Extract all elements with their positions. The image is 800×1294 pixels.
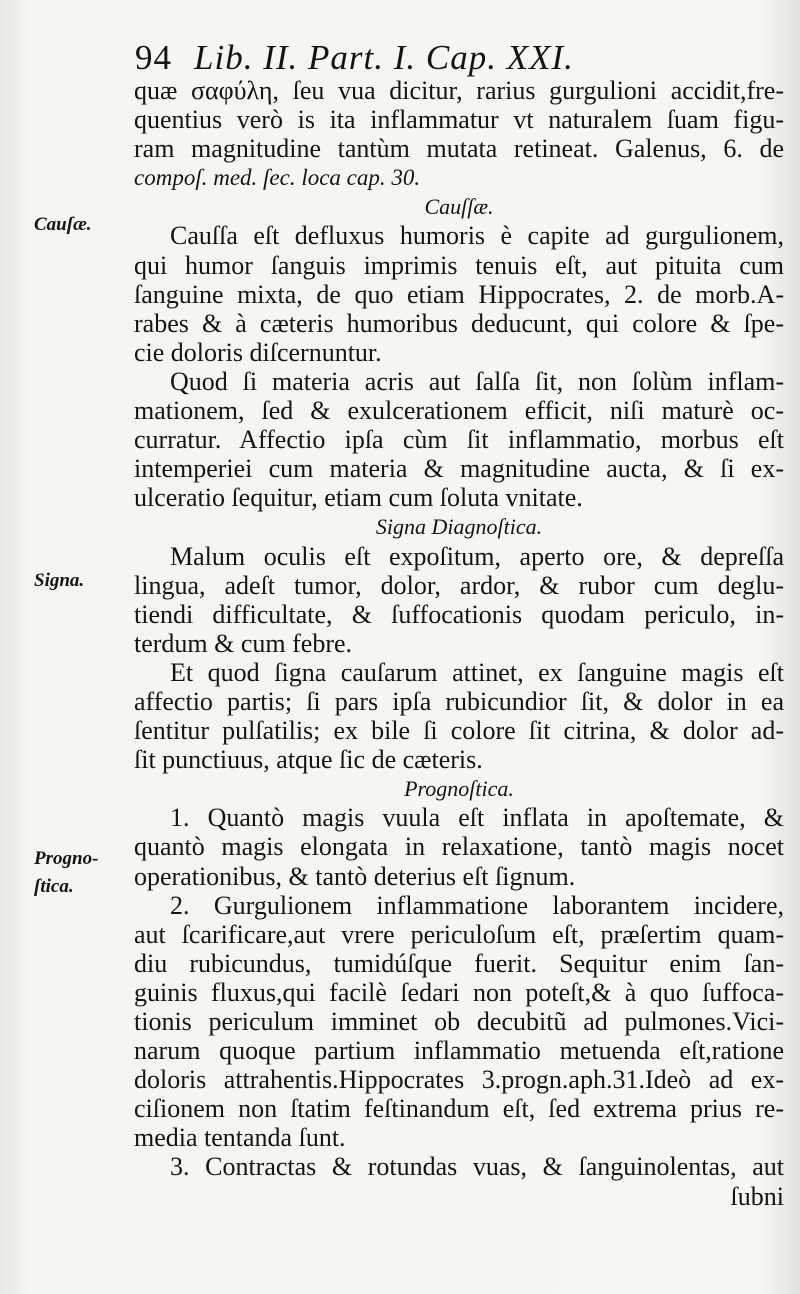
text-line: 2. Gurgulionem inflammatione laborantem incidere, <box>170 890 784 920</box>
text-line: mationem, ſed & exulcerationem efficit, niſi maturè oc- <box>134 396 784 426</box>
text-line: aut ſcarificare,aut vrere periculoſum eſt, præſertim quam- <box>134 919 784 949</box>
text-line: Cauſſa eſt defluxus humoris è capite ad gurgulionem, <box>170 221 784 251</box>
text-line: intemperiei cum materia & magnitudine aucta, & ſi ex- <box>134 454 784 484</box>
text-line: tionis periculum imminet ob decubitũ ad pulmones.Vici- <box>134 1007 784 1036</box>
text-line: Et quod ſigna cauſarum attinet, ex ſanguine magis eſt <box>170 657 784 687</box>
text-line: diu rubicundus, tumidúſque fuerit. Sequitur enim ſan- <box>134 948 784 978</box>
text-line: terdum & cum febre. <box>134 628 353 658</box>
catchword: ſubni <box>730 1181 784 1211</box>
text-line: 3. Contractas & rotundas vuas, & ſanguinolentas, aut <box>170 1152 784 1182</box>
text-line: ſit punctiuus, atque ſic de cæteris. <box>134 745 483 775</box>
text-line: media tentanda ſunt. <box>134 1123 346 1153</box>
text-line: ſentitur pulſatilis; ex bile ſi colore ſit citrina, & dolor ad- <box>134 716 784 746</box>
running-header <box>135 38 574 78</box>
text-line: rabes & à cæteris humoribus deducunt, qui colore & ſpe- <box>134 308 784 338</box>
margin-note-causae: Cauſæ. <box>34 214 92 235</box>
text-line: curratur. Affectio ipſa cùm ſit inflammatio, morbus eſt <box>134 425 784 455</box>
text-line: quæ σαφύλη, ſeu vua dicitur, rarius gurgulioni accidit,fre- <box>134 76 784 105</box>
margin-note-signa: Signa. <box>34 570 85 591</box>
text-line: lingua, adeſt tumor, dolor, ardor, & rubor cum deglu- <box>134 570 784 600</box>
text-line: ulceratio ſequitur, etiam cum ſoluta vnitate. <box>134 483 583 513</box>
text-line: narum quoque partium inflammatio metuenda eſt,ratione <box>134 1036 784 1066</box>
text-line: quentius verò is ita inflammatur vt naturalem ſuam figu- <box>134 105 784 135</box>
margin-note-prognostica-1: Progno- <box>34 848 99 869</box>
text-line: qui humor ſanguis imprimis tenuis eſt, aut pituita cum <box>134 250 784 280</box>
text-line: ciſionem non ſtatim feſtinandum eſt, ſed extrema prius re- <box>134 1094 784 1124</box>
section-heading-causae: Cauſſæ. <box>424 194 494 220</box>
text-line: Malum oculis eſt expoſitum, aperto ore, & depreſſa <box>170 541 784 571</box>
text-line: Quod ſi materia acris aut ſalſa ſit, non ſolùm inflam- <box>170 366 784 396</box>
running-title: Lib. II. Part. I. Cap. XXI. <box>194 38 574 77</box>
text-line: ſanguine mixta, de quo etiam Hippocrates, 2. de morb.A- <box>134 279 784 309</box>
page-number: 94 <box>135 38 172 77</box>
text-line: affectio partis; ſi pars ipſa rubicundior ſit, & dolor in ea <box>134 686 784 716</box>
section-heading-signa: Signa Diagnoſtica. <box>375 514 543 540</box>
text-line: cie doloris diſcernuntur. <box>134 337 382 367</box>
text-line: operationibus, & tantò deterius eſt ſignum. <box>134 861 576 891</box>
margin-note-prognostica-2: ſtica. <box>34 876 74 897</box>
text-body <box>134 76 784 1211</box>
text-line: guinis fluxus,qui facilè ſedari non poteſt,& à quo ſuffoca- <box>134 977 784 1007</box>
text-line: doloris attrahentis.Hippocrates 3.progn.aph.31.Ideò ad ex- <box>134 1065 784 1095</box>
text-line: ram magnitudine tantùm mutata retineat. Galenus, 6. de <box>134 134 784 164</box>
text-line: quantò magis elongata in relaxatione, tantò magis nocet <box>134 832 784 862</box>
text-line: 1. Quantò magis vuula eſt inflata in apoſtemate, & <box>170 803 784 833</box>
text-line: compoſ. med. ſec. loca cap. 30. <box>134 165 421 191</box>
section-heading-prognostica: Prognoſtica. <box>404 776 514 802</box>
text-line: tiendi difficultate, & ſuffocationis quodam periculo, in- <box>134 599 784 629</box>
